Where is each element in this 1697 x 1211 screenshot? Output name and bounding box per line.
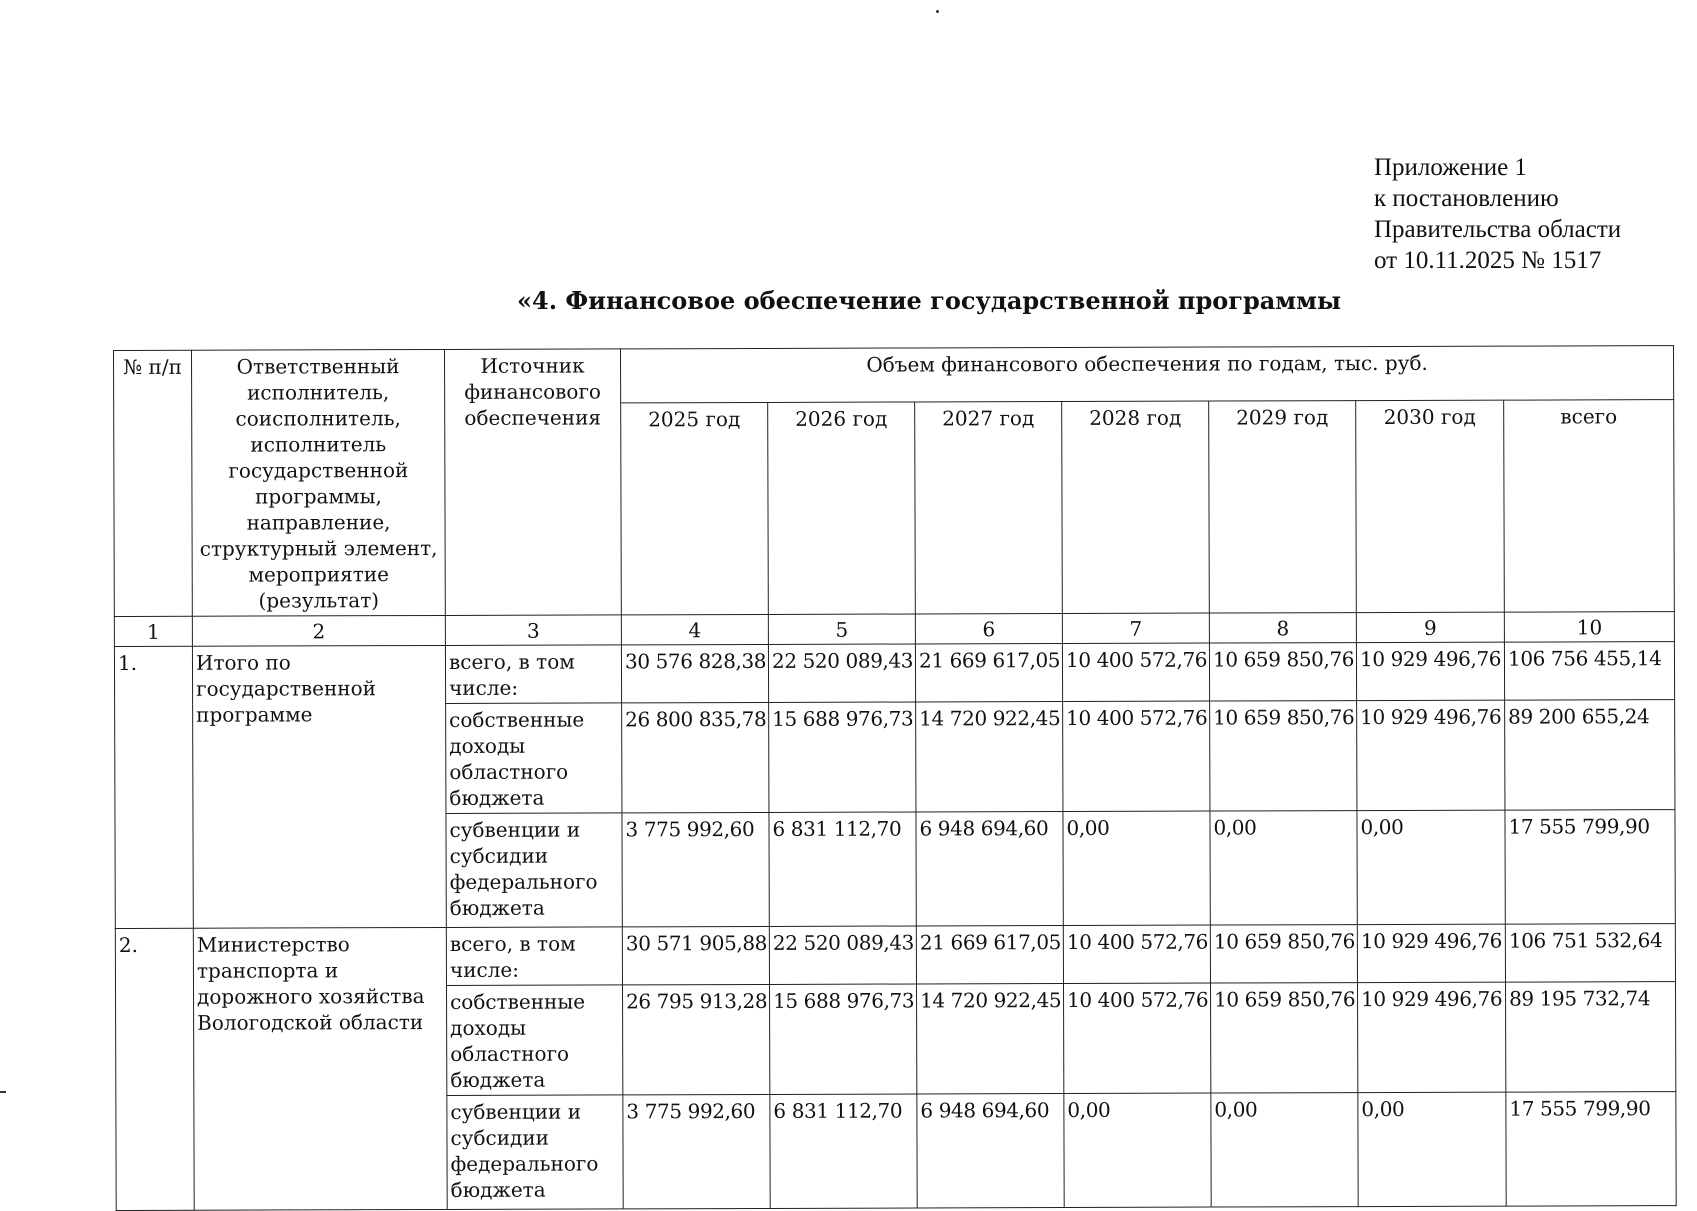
value-cell: 10 659 850,76 [1210,925,1357,983]
header-year: 2029 год [1209,400,1357,613]
column-index: 5 [768,614,915,644]
column-index: 7 [1062,613,1209,643]
value-cell: 10 400 572,76 [1063,983,1210,1093]
value-cell: 0,00 [1063,811,1210,925]
header-year: 2027 год [915,401,1063,614]
value-cell-total: 17 555 799,90 [1506,1092,1676,1207]
row-source: собственные доходы областного бюджета [446,985,622,1096]
header-year: 2028 год [1062,401,1210,614]
row-source: субвенции и субсидии федерального бюджета [447,1095,623,1210]
value-cell: 3 775 992,60 [623,1094,770,1208]
column-index: 3 [445,615,621,646]
value-cell: 30 576 828,38 [621,644,768,702]
value-cell: 10 659 850,76 [1210,983,1357,1093]
value-cell: 6 831 112,70 [770,1094,917,1208]
value-cell: 10 400 572,76 [1063,925,1210,983]
column-index: 6 [915,614,1062,644]
value-cell: 21 669 617,05 [915,644,1062,702]
annex-line-2: к постановлению [1374,185,1559,212]
value-cell: 3 775 992,60 [622,812,769,926]
header-total: всего [1504,399,1675,612]
value-cell-total: 89 195 732,74 [1505,982,1675,1093]
header-volume: Объем финансового обеспечения по годам, тыс. руб. [620,346,1673,403]
row-source: субвенции и субсидии федерального бюджета [446,813,622,928]
header-year: 2026 год [768,402,916,615]
scan-dash [0,1091,6,1093]
value-cell: 0,00 [1210,811,1357,925]
row-source: всего, в том числе: [446,927,622,986]
value-cell: 10 400 572,76 [1062,643,1209,701]
value-cell-total: 89 200 655,24 [1505,700,1675,811]
value-cell: 21 669 617,05 [916,926,1063,984]
value-cell: 10 400 572,76 [1063,701,1210,811]
financing-table [113,345,1677,1211]
table-row [114,642,1674,705]
value-cell: 0,00 [1064,1093,1211,1207]
value-cell: 14 720 922,45 [916,702,1063,812]
column-index: 1 [114,616,192,646]
value-cell-total: 106 751 532,64 [1505,924,1675,983]
value-cell: 6 831 112,70 [769,812,916,926]
value-cell: 15 688 976,73 [769,702,916,812]
row-executor: Итого по государственной программе [192,645,446,928]
value-cell: 15 688 976,73 [769,984,916,1094]
value-cell: 10 659 850,76 [1210,701,1357,811]
value-cell: 10 929 496,76 [1357,700,1505,810]
column-index: 10 [1504,612,1674,643]
value-cell: 30 571 905,88 [622,926,769,984]
annex-block [1374,152,1621,276]
value-cell: 10 929 496,76 [1357,982,1505,1092]
scan-dot [936,10,939,13]
annex-line-4: от 10.11.2025 № 1517 [1374,247,1602,274]
value-cell: 10 929 496,76 [1356,642,1504,700]
value-cell-total: 17 555 799,90 [1505,810,1675,925]
value-cell: 6 948 694,60 [916,812,1063,926]
header-year: 2030 год [1356,400,1505,613]
column-index: 2 [192,615,445,646]
header-executor: Ответственный исполнитель, соисполнитель, исполнитель государственной программы, направление, структурный элемент, мероприятие (результат) [192,349,446,616]
value-cell: 0,00 [1357,810,1505,924]
value-cell: 0,00 [1358,1092,1506,1206]
row-number: 2. [115,928,194,1210]
value-cell: 0,00 [1211,1093,1358,1207]
annex-line-1: Приложение 1 [1374,154,1527,181]
value-cell: 26 800 835,78 [622,702,769,812]
column-index: 8 [1209,613,1356,643]
annex-line-3: Правительства области [1374,216,1622,243]
column-index-row [114,612,1674,647]
header-no: № п/п [114,350,193,616]
value-cell: 22 520 089,43 [768,644,915,702]
table-row [115,924,1675,987]
value-cell: 22 520 089,43 [769,926,916,984]
value-cell: 14 720 922,45 [916,984,1063,1094]
value-cell: 6 948 694,60 [917,1094,1064,1208]
value-cell: 10 659 850,76 [1209,643,1356,701]
header-row [114,346,1674,405]
value-cell: 10 929 496,76 [1357,924,1505,982]
row-executor: Министерство транспорта и дорожного хозяйства Вологодской области [193,927,447,1210]
column-index: 4 [621,614,768,644]
value-cell: 26 795 913,28 [622,984,769,1094]
row-source: всего, в том числе: [445,645,621,704]
column-index: 9 [1356,612,1504,642]
header-source: Источник финансового обеспечения [444,349,621,616]
header-year: 2025 год [621,402,769,615]
row-source: собственные доходы областного бюджета [446,703,622,814]
document-title: «4. Финансовое обеспечение государственной программы [517,286,1342,315]
row-number: 1. [114,646,193,928]
value-cell-total: 106 756 455,14 [1504,642,1674,701]
